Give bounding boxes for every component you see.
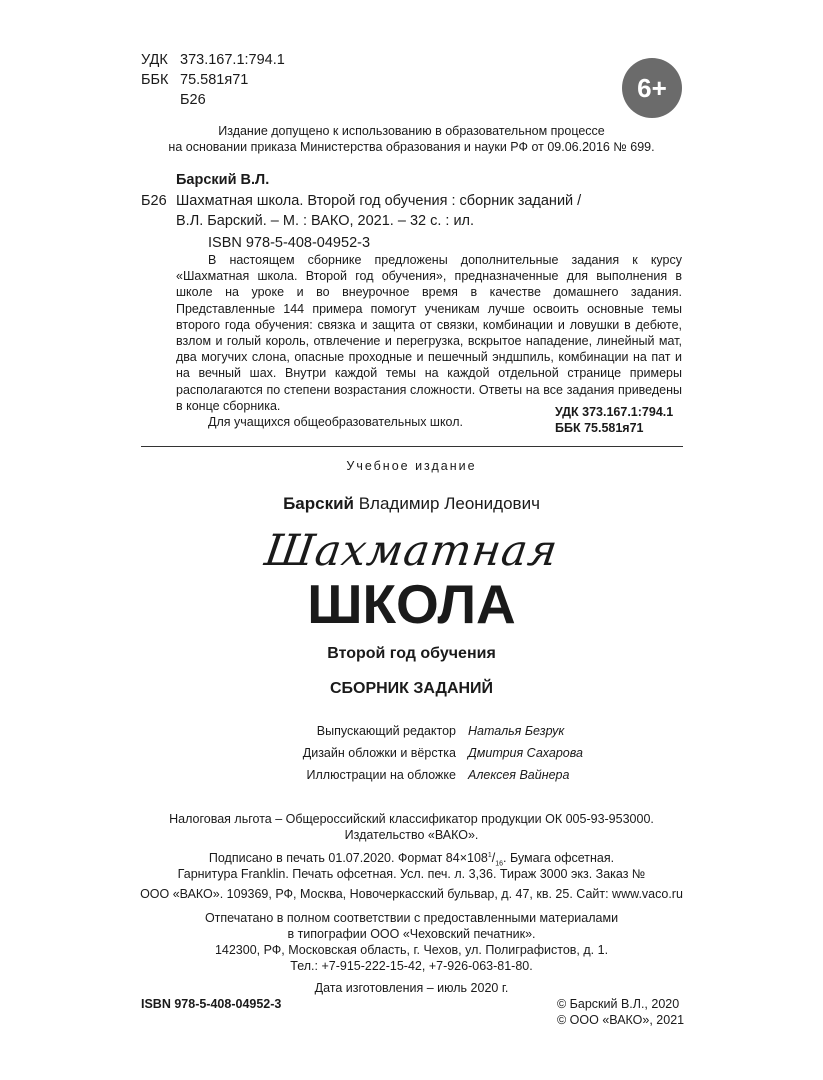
author-surname: Барский [283, 494, 354, 513]
publisher-name: Издательство «ВАКО». [344, 828, 479, 842]
catalog-title-line-2: В.Л. Барский. – М. : ВАКО, 2021. – 32 с. : ил. [176, 213, 475, 229]
production-date: Дата изготовления – июль 2020 г. [314, 981, 509, 995]
udk-bottom-block [555, 404, 673, 436]
print-details-2: Гарнитура Franklin. Печать офсетная. Усл. печ. л. 3,36. Тираж 3000 экз. Заказ № [177, 867, 646, 881]
author-given-names: Владимир Леонидович [354, 494, 540, 513]
credit-role: Дизайн обложки и вёрстка [302, 746, 456, 760]
approval-line-2: на основании приказа Министерства образования и науки РФ от 09.06.2016 № 699. [168, 140, 655, 154]
bbk-label: ББК [141, 72, 169, 88]
printing-note-1: Отпечатано в полном соответствии с предоставленными материалами [204, 911, 619, 925]
credit-role: Выпускающий редактор [316, 724, 456, 738]
edition-type: Учебное издание [346, 459, 477, 473]
approval-line-1: Издание допущено к использованию в образовательном процессе [218, 124, 605, 138]
credit-name: Дмитрия Сахарова [468, 746, 583, 760]
bbk-value: 75.581я71 [180, 72, 249, 88]
catalog-author: Барский В.Л. [176, 172, 270, 188]
author-full-name [0, 494, 823, 514]
author-mark: Б26 [180, 92, 206, 108]
catalog-mark: Б26 [141, 193, 167, 209]
credit-name: Наталья Безрук [468, 724, 565, 738]
publisher-address: ООО «ВАКО». 109369, РФ, Москва, Новочеркасский бульвар, д. 47, кв. 25. Сайт: www.vaco.ru [140, 887, 683, 901]
format-fraction-denominator: 16 [495, 860, 504, 868]
printing-address: 142300, РФ, Московская область, г. Чехов, ул. Полиграфистов, д. 1. [214, 943, 609, 957]
format-fraction-numerator: 1 [487, 851, 492, 859]
age-rating-badge: 6+ [622, 58, 682, 118]
credit-name: Алексея Вайнера [468, 768, 570, 782]
copyright-publisher: © ООО «ВАКО», 2021 [557, 1013, 685, 1027]
book-subtitle-2: СБОРНИК ЗАДАНИЙ [329, 680, 494, 697]
credit-role: Иллюстрации на обложке [306, 768, 456, 782]
bbk-bottom: ББК 75.581я71 [555, 421, 644, 435]
catalog-isbn: ISBN 978-5-408-04952-3 [208, 235, 371, 251]
print-format: Подписано в печать 01.07.2020. Формат 84×108 [208, 851, 488, 865]
annotation-paragraph: В настоящем сборнике предложены дополнительные задания к курсу «Шахматная школа. Второй год обучения», предназначенные для выполнения в школе на уроке и во внеурочное время в качестве домашнего задания. Представленные 144 примера помогут ученикам лучше освоить основные темы второго года обучения: связка и защита от связки, комбинации и ловушки в дебюте, взлом и голый король, отвлечение и перегрузка, вскрытое нападение, линейный мат, два могучих слона, опасные проходные и пешечный эндшпиль, комбинации на пат и на вечный шах. Внутри каждой темы на каждой отдельной странице примеры располагаются по степени возрастания сложности. Ответы на все задания приведены в конце сборника. [176, 253, 682, 413]
annotation-audience: Для учащихся общеобразовательных школ. [208, 415, 464, 430]
divider [141, 446, 683, 447]
copyright-author: © Барский В.Л., 2020 [557, 997, 680, 1011]
book-title-main: ШКОЛА [307, 573, 516, 635]
udk-label: УДК [141, 52, 168, 68]
print-details-1: Подписано в печать 01.07.2020. Формат $84\times 108^1/_{16}$. Бумага офсетная. [208, 851, 615, 868]
tax-note: Налоговая льгота – Общероссийский классификатор продукции ОК 005-93-953000. [169, 812, 654, 826]
printing-phones: Тел.: +7-915-222-15-42, +7-926-063-81-80. [290, 959, 533, 973]
title-script-wrap [0, 526, 823, 576]
udk-value: 373.167.1:794.1 [180, 52, 285, 68]
catalog-title-line-1: Шахматная школа. Второй год обучения : сборник заданий / [176, 193, 582, 209]
print-paper: . Бумага офсетная. [503, 851, 615, 865]
footer-isbn: ISBN 978-5-408-04952-3 [141, 997, 282, 1011]
udk-bottom: УДК 373.167.1:794.1 [555, 405, 674, 419]
book-title-script: Шахматная [261, 526, 562, 576]
book-subtitle: Второй год обучения [327, 645, 496, 662]
printing-note-2: в типографии ООО «Чеховский печатник». [287, 927, 536, 941]
